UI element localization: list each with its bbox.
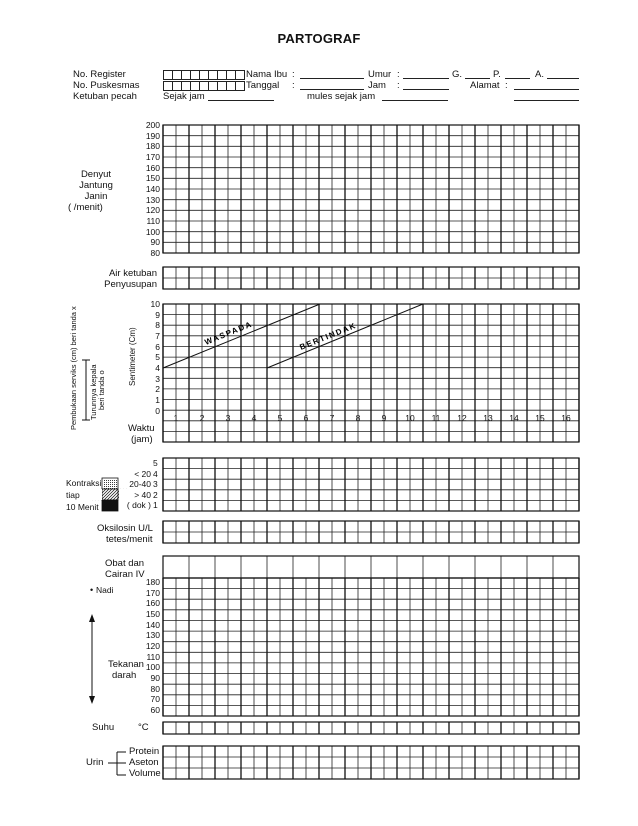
sejak-jam-label: Sejak jam (163, 91, 205, 102)
fhr-tick: 170 (145, 152, 160, 162)
swatch-dot (110, 484, 111, 485)
turunnya-kepala-label: Turunnya kepala (89, 364, 98, 420)
hour-tick: 6 (303, 413, 309, 423)
swatch-dot (104, 480, 105, 481)
fhr-tick: 110 (146, 216, 160, 227)
bp-tick: 60 (150, 705, 160, 716)
suhu-label: Suhu (92, 722, 115, 733)
contraction-number: 5 (153, 458, 158, 468)
protein-label: Protein (129, 746, 160, 757)
hour-tick: 7 (329, 413, 335, 423)
swatch-dot (116, 480, 117, 481)
contraction-level-label: ( dok ) (126, 500, 151, 511)
drug-grid[interactable] (163, 556, 579, 578)
umur-label: Umur (368, 69, 392, 80)
contraction-level-label: > 40 (134, 489, 151, 500)
contraction-level-label: < 20 (134, 468, 151, 479)
tetes-menit-label: tetes/menit (106, 534, 153, 545)
swatch-dot (114, 488, 115, 489)
bp-tick: 150 (145, 609, 160, 619)
fhr-label-2: Jantung (79, 180, 113, 191)
hour-tick: 12 (457, 413, 467, 423)
swatch-dot (112, 486, 113, 487)
fhr-label-1: Denyut (80, 169, 112, 180)
hour-tick: 5 (277, 413, 283, 423)
swatch-solid (102, 500, 118, 511)
colon: : (397, 69, 400, 80)
tekanan-label: Tekanan (108, 659, 144, 670)
aseton-label: Aseton (129, 757, 159, 768)
swatch-dot (108, 488, 109, 489)
hour-tick: 9 (381, 413, 387, 423)
urin-label: Urin (86, 757, 104, 768)
arrow-up-icon (89, 614, 95, 622)
g-label: G. (452, 69, 463, 80)
swatch-dot (108, 480, 109, 481)
contraction-level-label: 20-40 (129, 479, 151, 490)
mules-sejak-jam-label: mules sejak jam (307, 91, 376, 102)
swatch-dot (110, 488, 111, 489)
swatch-dot (104, 482, 105, 483)
nadi-dot-icon: • (90, 585, 94, 595)
amnion-grid[interactable] (163, 267, 579, 289)
tiap-label: tiap (66, 490, 80, 500)
no-register-label: No. Register (73, 69, 126, 80)
swatch-dot (116, 484, 117, 485)
bp-tick: 170 (145, 587, 160, 598)
bp-tick: 70 (150, 694, 160, 705)
urine-grid[interactable] (163, 746, 579, 779)
swatch-mask (119, 489, 133, 500)
fhr-tick: 90 (150, 237, 160, 248)
sepuluh-menit-label: 10 Menit (66, 502, 99, 512)
fhr-tick: 160 (145, 162, 160, 173)
colon: : (292, 69, 295, 80)
darah-label: darah (112, 670, 137, 681)
cervix-tick: 1 (155, 395, 160, 406)
beri-tanda-o-label: beri tanda o (97, 370, 106, 410)
air-ketuban-label: Air ketuban (108, 268, 157, 279)
ketuban-pecah-label: Ketuban pecah (73, 91, 137, 102)
cairan-iv-label: Cairan IV (105, 569, 145, 580)
fhr-tick: 200 (145, 120, 160, 130)
swatch-dot (112, 484, 113, 485)
penyusupan-label: Penyusupan (104, 279, 157, 290)
cervix-tick: 2 (155, 384, 160, 395)
swatch-dot (110, 482, 111, 483)
bp-tick: 90 (150, 673, 160, 684)
cervix-tick: 7 (155, 331, 160, 341)
colon: : (292, 80, 295, 91)
fhr-tick: 80 (150, 248, 160, 259)
fhr-tick: 180 (145, 141, 160, 152)
hour-tick: 14 (509, 413, 519, 423)
swatch-dot (104, 484, 105, 485)
hour-tick: 15 (535, 413, 545, 423)
jam-unit-label: (jam) (131, 434, 153, 445)
kontraksi-label: Kontraksi (66, 478, 102, 488)
waktu-label: Waktu (128, 423, 155, 434)
fhr-tick: 130 (145, 194, 160, 205)
fhr-tick: 190 (145, 130, 160, 141)
nama-ibu-label: Nama Ibu (246, 69, 288, 80)
swatch-dot (106, 482, 107, 483)
colon: : (397, 80, 400, 91)
hour-tick: 11 (431, 413, 441, 423)
temperature-grid[interactable] (163, 722, 579, 734)
cervix-tick: 9 (155, 309, 160, 320)
cervix-tick: 10 (150, 299, 160, 309)
tanggal-label: Tanggal (246, 80, 280, 91)
swatch-dot (104, 486, 105, 487)
pembukaan-serviks-label: Pembukaan serviks (cm) beri tanda x (69, 306, 78, 430)
swatch-dot (108, 482, 109, 483)
fhr-tick: 120 (145, 205, 160, 216)
cervix-tick: 4 (155, 363, 160, 374)
jam-label: Jam (368, 80, 386, 91)
colon: : (505, 80, 508, 91)
bp-tick: 160 (145, 598, 160, 609)
swatch-dot (114, 484, 115, 485)
descent-bracket (82, 360, 90, 420)
bp-tick: 80 (150, 683, 160, 694)
swatch-dot (106, 480, 107, 481)
pulse-bp-grid[interactable] (163, 578, 579, 716)
swatch-dot (116, 488, 117, 489)
p-label: P. (493, 69, 501, 80)
alamat-label: Alamat (470, 80, 500, 91)
bp-tick: 130 (145, 630, 160, 641)
hour-tick: 16 (561, 413, 571, 423)
swatch-dotted (102, 478, 118, 489)
swatch-dot (116, 486, 117, 487)
swatch-dot (108, 484, 109, 485)
bp-tick: 180 (145, 577, 160, 587)
a-label: A. (535, 69, 544, 80)
bp-tick: 110 (146, 651, 160, 662)
swatch-dot (114, 486, 115, 487)
swatch-dot (112, 488, 113, 489)
contraction-number: 2 (153, 489, 158, 500)
cervix-grid[interactable] (163, 304, 579, 442)
hour-tick: 10 (405, 413, 415, 423)
contraction-number: 1 (153, 500, 158, 511)
fhr-tick: 150 (145, 173, 160, 184)
bp-tick: 120 (145, 641, 160, 652)
swatch-dot (108, 486, 109, 487)
cervix-tick: 5 (155, 352, 160, 363)
oxytocin-grid[interactable] (163, 521, 579, 543)
urine-bracket (108, 752, 126, 775)
swatch-dot (106, 486, 107, 487)
swatch-dot (104, 488, 105, 489)
cervix-tick: 3 (155, 373, 160, 384)
celsius-unit: °C (138, 722, 149, 733)
contraction-number: 4 (153, 468, 158, 479)
oksitosin-label: Oksilosin U/L (97, 523, 153, 534)
swatch-dot (110, 486, 111, 487)
swatch-mask (90, 489, 102, 500)
page-title: PARTOGRAF (277, 31, 361, 46)
obat-label: Obat dan (105, 558, 145, 569)
cervix-tick: 8 (155, 320, 160, 331)
hour-tick: 8 (355, 413, 361, 423)
hour-tick: 4 (251, 413, 257, 423)
fhr-tick: 140 (145, 184, 160, 195)
fhr-label-3: Janin (84, 191, 108, 202)
volume-label: Volume (129, 768, 161, 779)
fhr-grid[interactable] (163, 125, 579, 253)
sentimeter-axis-label: Sentimeter (Cm) (128, 327, 137, 386)
swatch-dot (106, 484, 107, 485)
swatch-dot (106, 488, 107, 489)
swatch-dot (112, 482, 113, 483)
bp-tick: 140 (145, 619, 160, 630)
contraction-grid[interactable] (163, 458, 579, 511)
hour-tick: 1 (173, 413, 179, 423)
arrow-down-icon (89, 696, 95, 704)
swatch-dot (114, 482, 115, 483)
fhr-label-4: ( /menit) (68, 202, 103, 213)
waspada-label: WASPADA (203, 319, 254, 347)
hour-tick: 3 (225, 413, 231, 423)
swatch-dot (116, 482, 117, 483)
bp-tick: 100 (145, 662, 160, 673)
contraction-number: 3 (153, 479, 158, 490)
bertindak-label: BERTINDAK (298, 320, 358, 352)
hour-tick: 2 (199, 413, 205, 423)
no-puskesmas-label: No. Puskesmas (73, 80, 140, 91)
swatch-dot (112, 480, 113, 481)
fhr-tick: 100 (145, 226, 160, 237)
nadi-label: Nadi (96, 585, 114, 595)
swatch-dot (110, 480, 111, 481)
cervix-tick: 0 (155, 405, 160, 416)
swatch-dot (114, 480, 115, 481)
hour-tick: 13 (483, 413, 493, 423)
cervix-tick: 6 (155, 341, 160, 352)
